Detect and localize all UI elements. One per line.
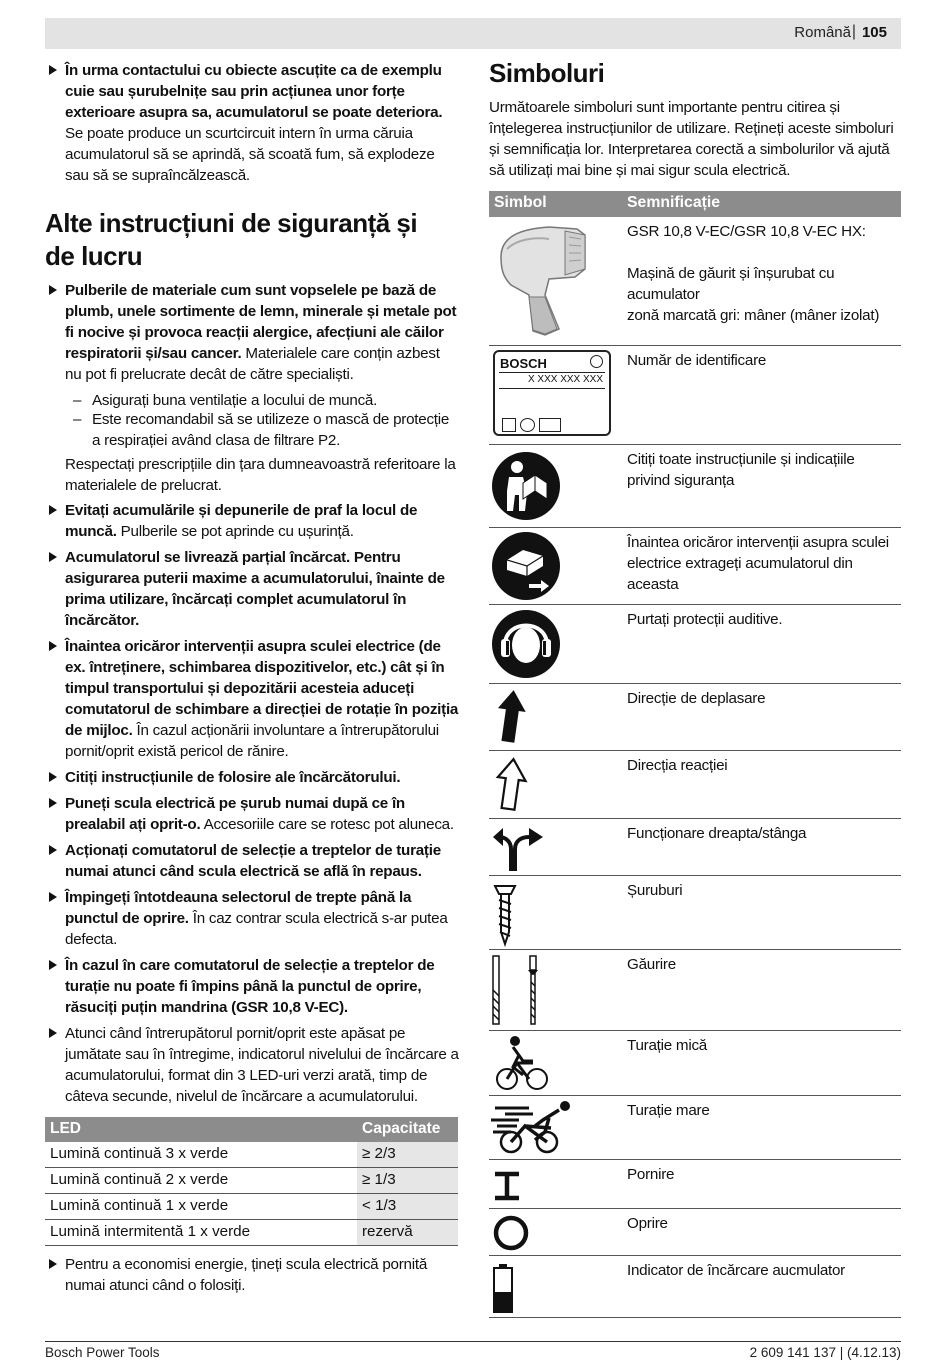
bullet-item <box>45 1023 460 1107</box>
symbol-meaning: Purtați protecții auditive. <box>627 611 783 628</box>
symbol-meaning: Oprire <box>627 1215 668 1232</box>
slow-cyclist-icon <box>489 1031 559 1095</box>
movement-arrow-icon <box>489 684 549 750</box>
table-row <box>45 1194 458 1220</box>
section-title: Alte instrucțiuni de siguranță și de lucru <box>45 208 418 271</box>
intro-bullet <box>45 60 460 186</box>
led-table <box>45 1117 458 1246</box>
table-cell: Lumină continuă 2 x verde <box>50 1171 229 1188</box>
bullet-item <box>45 280 460 386</box>
bullet-bold-text: Acționați comutatorul de selecție a treptelor de turație numai atunci când scula electrică se află în repaus. <box>65 842 441 880</box>
bullet-triangle-icon <box>49 960 57 970</box>
symbol-meaning: Indicator de încărcare aucmulator <box>627 1262 845 1279</box>
reaction-arrow-icon <box>489 751 549 818</box>
bullet-text: În caz contrar scula electrică s-ar putea defecta. <box>65 910 448 948</box>
bullet-triangle-icon <box>49 1259 57 1269</box>
table-row <box>45 1142 458 1168</box>
bullet-text: Materialele care conțin azbest nu pot fi prelucrate decât de către specialiști. <box>65 345 440 383</box>
screw-icon <box>489 876 539 949</box>
bullet-bold-text: Acumulatorul se livrează parțial încărcat. Pentru asigurarea puterii maxime a acumulatorului, înainte de prima utilizare, încărcați complet acumulatorul în încărcător. <box>65 549 445 629</box>
dash-marker: – <box>73 411 82 428</box>
symbol-row <box>489 1256 901 1318</box>
symbol-meaning: Direcția reacției <box>627 757 728 774</box>
bullet-triangle-icon <box>49 845 57 855</box>
bullet-triangle-icon <box>49 285 57 295</box>
bullet-text: În cazul acționării involuntare a întrerupătorului pornit/oprit există pericol de rănire. <box>65 722 439 760</box>
bullet-item <box>45 887 460 950</box>
bullet-triangle-icon <box>49 641 57 651</box>
bullet-triangle-icon <box>49 798 57 808</box>
dash-text: Este recomandabil să se utilizeze o mască de protecție a respirației având clasa de filtrare P2. <box>92 411 450 449</box>
table-cell: ≥ 1/3 <box>362 1171 396 1188</box>
bullet-bold-text: Citiți instrucțiunile de folosire ale încărcătorului. <box>65 769 401 786</box>
symbol-meaning-line: zonă marcată gri: mâner (mâner izolat) <box>627 307 880 324</box>
symbol-meaning: Pornire <box>627 1166 675 1183</box>
footer-brand: Bosch Power Tools <box>45 1345 160 1360</box>
symbol-row <box>489 819 901 876</box>
bullet-item <box>45 547 460 631</box>
symbols-table-header <box>489 191 901 217</box>
symbol-row <box>489 1160 901 1209</box>
page-header <box>45 18 901 49</box>
bullet-item <box>45 1254 460 1296</box>
bullet-text: Accesoriile care se rotesc pot aluneca. <box>200 816 454 833</box>
bullet-item <box>45 793 460 835</box>
bullet-item <box>45 955 460 1018</box>
symbol-row <box>489 1096 901 1160</box>
fork-arrow-icon <box>489 819 553 875</box>
symbol-meaning-line: GSR 10,8 V-EC/GSR 10,8 V-EC HX: <box>627 223 866 240</box>
symbol-meaning: Găurire <box>627 956 676 973</box>
dash-text: Asigurați buna ventilație a locului de muncă. <box>92 392 378 409</box>
bullet-bold-text: În urma contactului cu obiecte ascuțite ca de exemplu cuie sau șurubelnițe sau prin acțiunea unor forțe exterioare asupra sa, acumulatorul se poate deteriora. <box>65 62 443 121</box>
symbol-row <box>489 217 901 346</box>
symbol-row <box>489 876 901 950</box>
bullet-text: Pulberile se pot aprinde cu ușurință. <box>116 523 354 540</box>
led-table-header <box>45 1117 458 1142</box>
symbol-meaning <box>627 221 901 326</box>
bullet-item <box>45 500 460 542</box>
table-cell: ≥ 2/3 <box>362 1145 396 1162</box>
table-cell: < 1/3 <box>362 1197 397 1214</box>
table-row <box>45 1220 458 1246</box>
symbol-row <box>489 684 901 751</box>
footer-divider <box>45 1341 901 1342</box>
dash-item <box>45 409 460 451</box>
bullet-item <box>45 767 460 788</box>
fast-cyclist-icon <box>489 1096 579 1159</box>
symbols-intro: Următoarele simboluri sunt importante pentru citirea și înțelegerea instrucțiunilor de utilizare. Rețineți aceste simboluri și semnificația lor. Interpretarea corectă a simbolurilor vă ajută să utilizați mai bine și mai sigur scula electrică. <box>489 99 894 179</box>
symbol-meaning: Turație mică <box>627 1037 707 1054</box>
symbols-title: Simboluri <box>489 58 605 88</box>
battery-level-icon <box>489 1256 529 1317</box>
symbol-row <box>489 445 901 528</box>
bullet-bold-text: Pulberile de materiale cum sunt vopselele pe bază de plumb, unele sortimente de lemn, minerale și metale pot fi nocive și provoca reacții alergice, afecțiuni ale căilor respiratorii și/sau cancer. <box>65 282 457 362</box>
bullet-bold-text: Evitați acumulările și depunerile de praf la locul de muncă. <box>65 502 418 540</box>
bullet-text: Se poate produce un scurtcircuit intern în urma căruia acumulatorul să se aprindă, să scoată fum, să explodeze sau să se supraîncălzească. <box>65 125 435 184</box>
bullet-text: Pentru a economisi energie, țineți scula electrică pornită numai atunci când o folosiți. <box>65 1256 428 1294</box>
table-row <box>45 1168 458 1194</box>
symbol-row <box>489 751 901 819</box>
paragraph: Respectați prescripțiile din țara dumneavoastră referitoare la materialele de prelucrat. <box>65 456 456 494</box>
bullet-item <box>45 840 460 882</box>
symbol-row <box>489 1209 901 1256</box>
bullet-item <box>45 636 460 762</box>
bosch-logo-icon <box>590 355 603 368</box>
remove-battery-icon <box>489 528 569 604</box>
bullet-bold-text: Înaintea oricăror intervenții asupra sculei electrice (de ex. întreținere, schimbarea dispozitivelor, etc.) cât și în timpul transportului și depozitării acesteia aduceți comutatorul de schimbare a direcției de rotație în poziția de mijloc. <box>65 638 459 739</box>
nameplate-icon <box>493 350 611 436</box>
symbol-row <box>489 605 901 684</box>
bullet-bold-text: În cazul în care comutatorul de selecție a treptelor de turație nu poate fi împins până la punctul de oprire, răsuciți puțin mandrina (GSR 10,8 V-EC). <box>65 957 435 1016</box>
footer-doc-number: 2 609 141 137 | (4.12.13) <box>749 1345 901 1360</box>
dash-item <box>45 390 460 411</box>
capacity-header-label: Capacitate <box>362 1120 441 1137</box>
dash-marker: – <box>73 392 82 409</box>
symbol-meaning: Șuruburi <box>627 882 683 899</box>
on-symbol-icon <box>489 1160 529 1208</box>
led-header-label: LED <box>50 1120 81 1137</box>
symbol-meaning-line: Mașină de găurit și înșurubat cu acumulator <box>627 265 835 303</box>
nameplate-brand: BOSCH <box>500 356 547 371</box>
symbol-meaning: Citiți toate instrucțiunile și indicațiile privind siguranța <box>627 451 855 489</box>
nameplate-number: X XXX XXX XXX <box>527 374 603 385</box>
symbol-meaning: Direcție de deplasare <box>627 690 766 707</box>
bullet-triangle-icon <box>49 892 57 902</box>
symbol-row <box>489 1031 901 1096</box>
symbol-meaning: Număr de identificare <box>627 352 767 369</box>
drill-icon <box>489 217 609 345</box>
table-cell: Lumină continuă 3 x verde <box>50 1145 229 1162</box>
drill-bits-icon <box>489 950 559 1030</box>
symbol-meaning: Înaintea oricăror intervenții asupra sculei electrice extrageți acumulatorul din aceasta <box>627 534 889 593</box>
read-manual-icon <box>489 445 569 527</box>
bullet-triangle-icon <box>49 505 57 515</box>
bullet-triangle-icon <box>49 552 57 562</box>
meaning-header-label: Semnificație <box>627 194 721 211</box>
bullet-bold-text: Împingeți întotdeauna selectorul de trepte până la punctul de oprire. <box>65 889 412 927</box>
bullet-triangle-icon <box>49 772 57 782</box>
bullet-bold-text: Puneți scula electrică pe șurub numai după ce în prealabil ați oprit-o. <box>65 795 405 833</box>
symbol-meaning: Turație mare <box>627 1102 710 1119</box>
symbol-row <box>489 528 901 605</box>
header-separator: | <box>851 23 856 40</box>
page-number: 105 <box>861 24 887 41</box>
symbol-header-label: Simbol <box>494 194 547 211</box>
off-symbol-icon <box>489 1209 533 1255</box>
symbol-meaning: Funcționare dreapta/stânga <box>627 825 807 842</box>
symbol-row <box>489 346 901 445</box>
bullet-triangle-icon <box>49 65 57 75</box>
header-language: Română <box>794 24 851 41</box>
table-cell: Lumină continuă 1 x verde <box>50 1197 229 1214</box>
bullet-text: Atunci când întrerupătorul pornit/oprit este apăsat pe jumătate sau în întregime, indicatorul nivelului de încărcare a acumulatorului, format din 3 LED-uri verzi arată, timp de câteva secunde, nivelul de încărcare a acumulatorului. <box>65 1025 459 1105</box>
table-cell: Lumină intermitentă 1 x verde <box>50 1223 251 1240</box>
ear-protection-icon <box>489 605 569 683</box>
bullet-triangle-icon <box>49 1028 57 1038</box>
table-cell: rezervă <box>362 1223 413 1240</box>
symbol-row <box>489 950 901 1031</box>
